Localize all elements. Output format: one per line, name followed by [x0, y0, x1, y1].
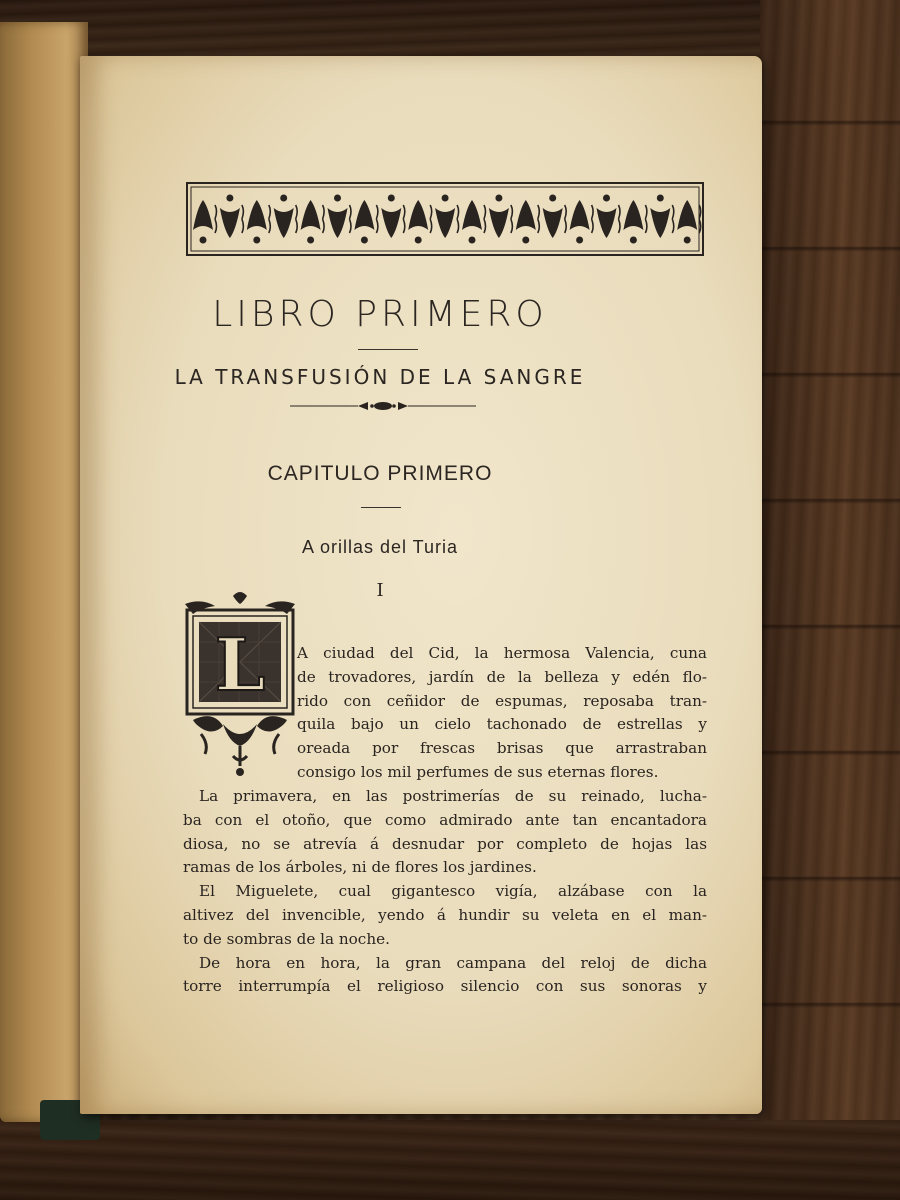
text-line: ba con el otoño, que como admirado ante tan encantadora	[183, 810, 707, 829]
text-line: quila bajo un cielo tachonado de estrellas y	[297, 715, 707, 734]
ornamental-border-icon	[185, 180, 705, 258]
text-line: torre interrumpía el religioso silencio con sus sonoras y	[183, 977, 707, 996]
book-left-page-edge	[0, 22, 88, 1122]
wooden-table-bottom	[0, 1120, 900, 1200]
fleuron-divider-icon	[288, 398, 478, 414]
text-line: El Miguelete, cual gigantesco vigía, alzábase con la	[199, 882, 707, 901]
text-line: consigo los mil perfumes de sus eternas flores.	[297, 762, 659, 781]
book-page	[80, 56, 762, 1114]
text-line: altivez del invencible, yendo á hundir su veleta en el man-	[183, 905, 707, 924]
chapter-heading: CAPITULO PRIMERO	[267, 462, 493, 485]
title-rule	[358, 349, 418, 350]
text-line: oreada por frescas brisas que arrastraban	[297, 739, 707, 758]
text-line: La primavera, en las postrimerías de su reinado, lucha-	[199, 787, 707, 805]
text-line: A ciudad del Cid, la hermosa Valencia, cuna	[297, 644, 707, 662]
opening-paragraph	[183, 642, 707, 785]
section-number: I	[376, 580, 384, 601]
text-line: de trovadores, jardín de la belleza y edén flo-	[297, 667, 707, 686]
wooden-table-right	[760, 0, 900, 1200]
book-title: LIBRO PRIMERO	[212, 294, 548, 335]
chapter-rule	[361, 507, 401, 508]
text-line: to de sombras de la noche.	[183, 929, 390, 948]
book-subtitle: LA TRANSFUSIÓN DE LA SANGRE	[174, 365, 586, 389]
text-line: ramas de los árboles, ni de flores los jardines.	[183, 858, 537, 877]
text-line: De hora en hora, la gran campana del reloj de dicha	[199, 953, 707, 972]
body-paragraphs	[183, 785, 707, 999]
section-title: A orillas del Turia	[301, 537, 459, 557]
text-line: diosa, no se atrevía á desnudar por completo de hojas las	[183, 834, 707, 853]
text-line: rido con ceñidor de espumas, reposaba tran-	[297, 691, 707, 710]
drop-cap-letter: L	[214, 622, 266, 707]
